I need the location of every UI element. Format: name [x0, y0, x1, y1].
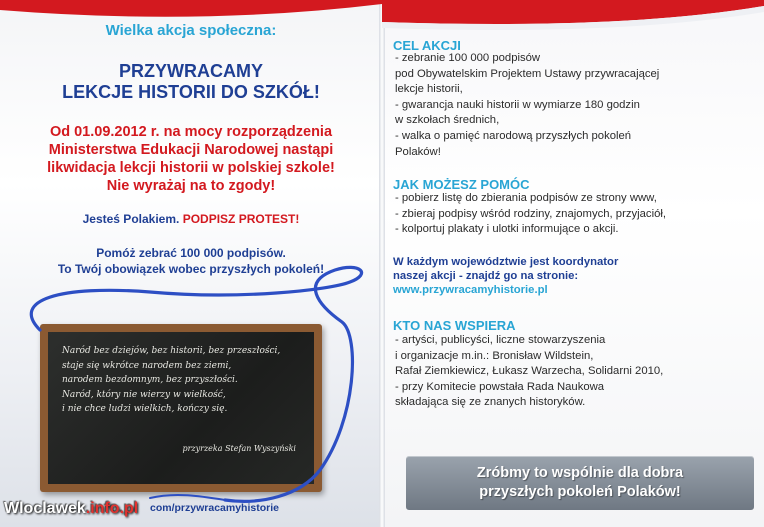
- site-logo-suffix: .info.pl: [85, 500, 139, 517]
- polakiem-text: Jesteś Polakiem.: [82, 212, 180, 226]
- campaign-label: Wielka akcja społeczna:: [105, 22, 277, 39]
- quote-line: Naród, który nie wierzy w wielkość,: [62, 389, 226, 400]
- quote-line: i nie chce ludzi wielkich, kończy się.: [62, 404, 228, 414]
- how-line: - pobierz listę do zbierania podpisów ze strony www,: [395, 192, 657, 204]
- quote-author: przyrzeka Stefan Wyszyński: [182, 444, 296, 453]
- headline-line-1: PRZYWRACAMY: [119, 61, 263, 81]
- help-text: [0, 245, 382, 277]
- warning-line: Ministerstwa Edukacji Narodowej nastąpi: [48, 142, 334, 158]
- chalkboard: [40, 324, 322, 492]
- goal-line: lekcje historii,: [395, 83, 463, 96]
- protest-text: PODPISZ PROTEST!: [182, 212, 300, 226]
- coordinator-info: [393, 255, 618, 297]
- support-section-title: KTO NAS WSPIERA: [393, 318, 516, 333]
- goal-line: Polaków!: [395, 145, 441, 158]
- support-line: składająca się ze znanych historyków.: [395, 396, 586, 409]
- support-line: i organizacje m.in.: Bronisław Wildstein,: [395, 349, 594, 362]
- goal-line: - zebranie 100 000 podpisów: [395, 52, 541, 64]
- how-line: - kolportuj plakaty i ulotki informujące o akcji.: [395, 223, 619, 236]
- banner-line-2: przyszłych pokoleń Polaków!: [479, 484, 681, 500]
- goal-line: - walka o pamięć narodową przyszłych pokoleń: [395, 129, 632, 142]
- coordinator-url-link[interactable]: www.przywracamyhistorie.pl: [393, 284, 548, 296]
- help-line-1: Pomóż zebrać 100 000 podpisów.: [96, 246, 286, 260]
- page-title: [0, 61, 382, 103]
- goal-line: - gwarancja nauki historii w wymiarze 180 godzin: [395, 98, 640, 111]
- quote-line: narodem bezdomnym, bez przyszłości.: [62, 375, 238, 385]
- how-section-body: [395, 191, 666, 238]
- warning-line: Nie wyrażaj na to zgody!: [106, 178, 276, 194]
- goal-section-body: [395, 51, 659, 160]
- coordinator-line-2: naszej akcji - znajdź go na stronie:: [393, 270, 579, 282]
- coordinator-line-1: W każdym województwie jest koordynator: [393, 256, 619, 268]
- support-line: - przy Komitecie powstała Rada Naukowa: [395, 380, 605, 393]
- support-line: - artyści, publicyści, liczne stowarzyszenia: [395, 334, 606, 346]
- headline-line-2: LEKCJE HISTORII DO SZKÓŁ!: [62, 82, 320, 102]
- chalkboard-surface: [48, 332, 314, 484]
- goal-line: w szkołach średnich,: [395, 114, 500, 127]
- warning-line: likwidacja lekcji historii w polskiej szkole!: [47, 160, 335, 176]
- warning-line: Od 01.09.2012 r. na mocy rozporządzenia: [49, 124, 333, 140]
- protest-call: [0, 212, 382, 226]
- quote-line: staje się wkrótce narodem bez ziemi,: [62, 360, 232, 371]
- site-logo-main: Wloclawek: [4, 500, 86, 517]
- how-line: - zbieraj podpisy wśród rodziny, znajomych, przyjaciół,: [395, 207, 667, 220]
- banner-line-1: Zróbmy to wspólnie dla dobra: [476, 465, 684, 481]
- chalkboard-quote: [62, 344, 304, 417]
- goal-line: pod Obywatelskim Projektem Ustawy przywracającej: [395, 67, 660, 80]
- red-swoosh-decoration: [382, 0, 764, 34]
- support-line: Rafał Ziemkiewicz, Łukasz Warzecha, Solidarni 2010,: [395, 365, 664, 378]
- quote-line: Naród bez dziejów, bez historii, bez przeszłości,: [62, 346, 281, 356]
- site-watermark-logo: [4, 500, 138, 518]
- goal-section-title: CEL AKCJI: [393, 38, 461, 53]
- help-line-2: To Twój obowiązek wobec przyszłych pokoleń!: [57, 262, 325, 276]
- how-section-title: JAK MOŻESZ POMÓC: [393, 177, 530, 192]
- closing-banner: [406, 456, 754, 510]
- support-section-body: [395, 333, 663, 411]
- warning-text: [0, 123, 382, 195]
- facebook-link[interactable]: com/przywracamyhistorie: [150, 502, 279, 514]
